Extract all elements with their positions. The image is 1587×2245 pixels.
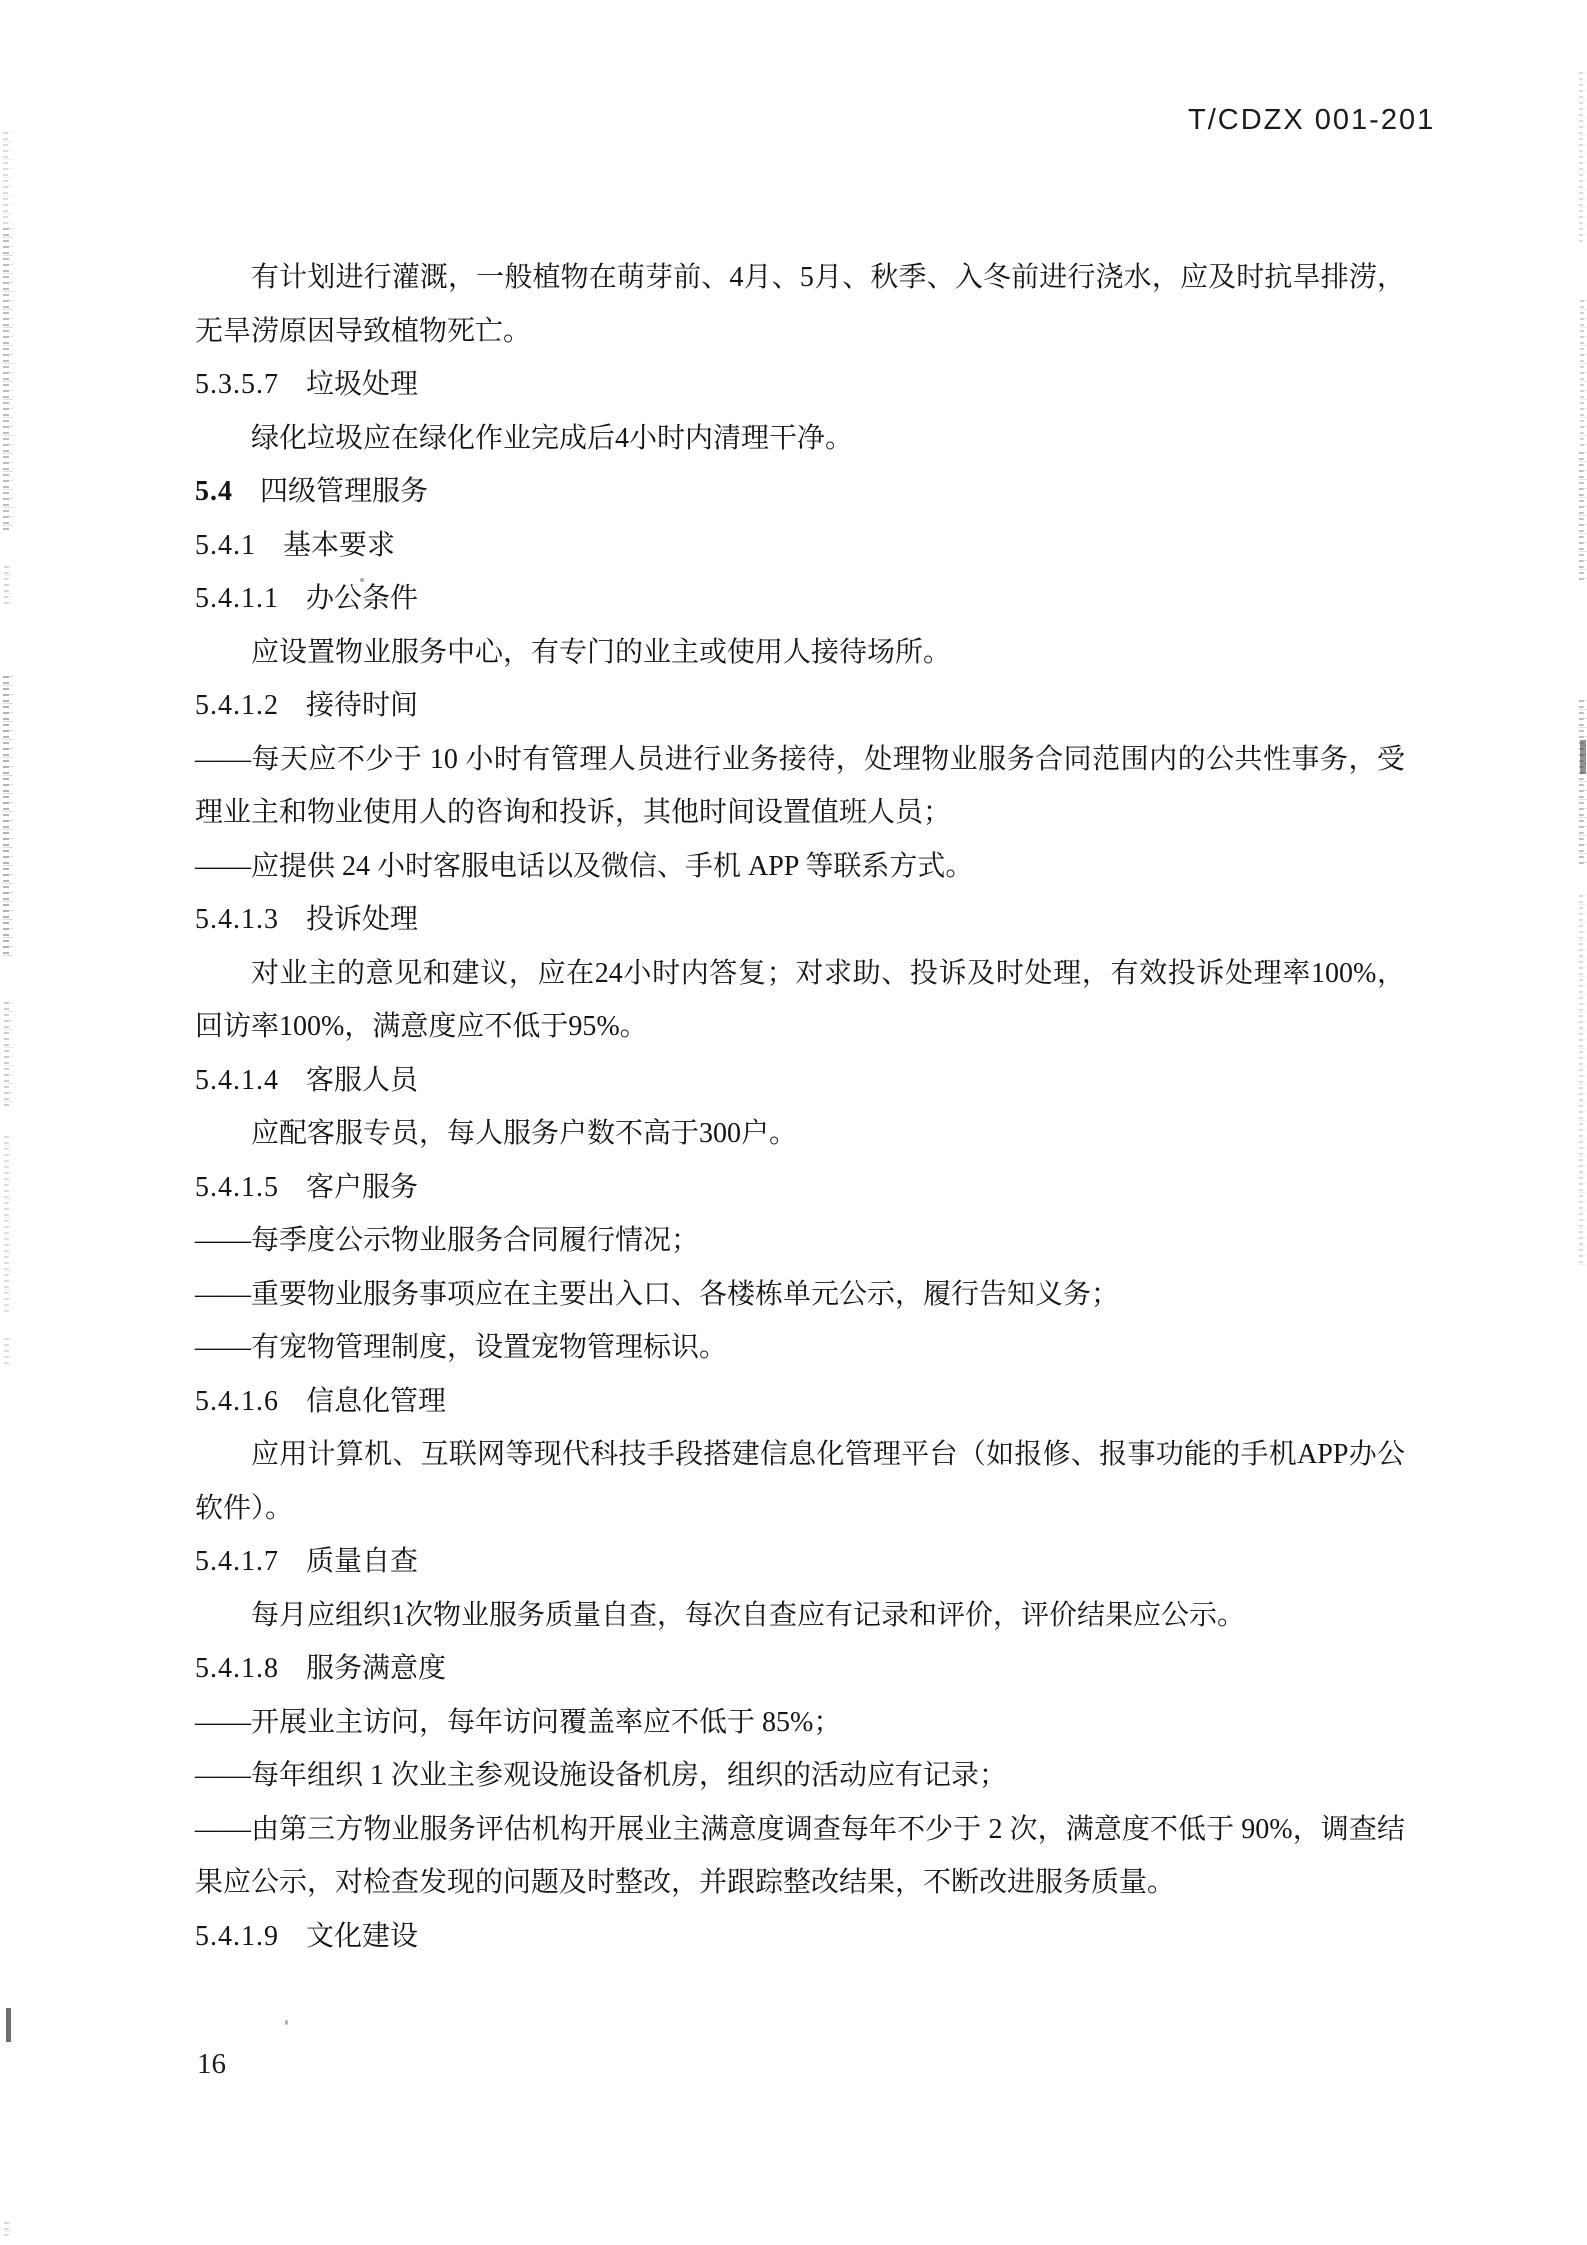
paragraph: 每月应组织1次物业服务质量自查，每次自查应有记录和评价，评价结果应公示。 xyxy=(251,1599,1246,1631)
scan-artifact xyxy=(1580,740,1586,774)
section-heading xyxy=(195,1910,1405,1964)
paragraph: ——由第三方物业服务评估机构开展业主满意度调查每年不少于 2 次，满意度不低于 90%，调查结果应公示，对检查发现的问题及时整改，并跟踪整改结果，不断改进服务质量。 xyxy=(195,1813,1405,1898)
section-heading xyxy=(195,679,1405,733)
scan-artifact xyxy=(1580,300,1587,450)
section-number: 5.4.1.7 xyxy=(195,1546,279,1577)
section-title: 客户服务 xyxy=(306,1171,419,1203)
section-number: 5.4.1.1 xyxy=(195,583,279,614)
paragraph: ——每年组织 1 次业主参观设施设备机房，组织的活动应有记录； xyxy=(195,1760,1008,1791)
section-heading xyxy=(195,1054,1405,1108)
scan-artifact xyxy=(4,1002,13,1106)
section-title: 服务满意度 xyxy=(306,1653,447,1684)
scan-artifact xyxy=(4,1338,12,1368)
paragraph: ——重要物业服务事项应在主要出入口、各楼栋单元公示，履行告知义务； xyxy=(195,1278,1120,1310)
scan-artifact xyxy=(4,1136,12,1316)
section-number: 5.3.5.7 xyxy=(195,369,279,400)
paragraph: 绿化垃圾应在绿化作业完成后4小时内清理干净。 xyxy=(251,422,854,454)
section-number: 5.4 xyxy=(195,476,233,507)
paragraph: 应设置物业服务中心，有专门的业主或使用人接待场所。 xyxy=(251,636,952,668)
section-number: 5.4.1.6 xyxy=(195,1385,279,1417)
paragraph: ——开展业主访问，每年访问覆盖率应不低于 85%； xyxy=(195,1706,842,1738)
scan-artifact xyxy=(1579,895,1586,1265)
paragraph: ——每天应不少于 10 小时有管理人员进行业务接待，处理物业服务合同范围内的公共性事务，受理业主和物业使用人的咨询和投诉，其他时间设置值班人员； xyxy=(195,743,1405,828)
paragraph: 应配客服专员，每人服务户数不高于300户。 xyxy=(251,1118,798,1149)
section-heading xyxy=(195,358,1405,412)
section-title: 信息化管理 xyxy=(306,1385,447,1417)
section-heading xyxy=(195,1161,1405,1215)
section-number: 5.4.1.9 xyxy=(195,1920,279,1952)
page-number: 16 xyxy=(197,2048,226,2080)
scan-artifact xyxy=(4,566,12,608)
paragraph: ——每季度公示物业服务合同履行情况； xyxy=(195,1225,700,1256)
scan-artifact xyxy=(6,2008,11,2042)
document-body xyxy=(195,251,1405,1963)
section-number: 5.4.1.4 xyxy=(195,1064,279,1096)
section-heading xyxy=(195,572,1405,626)
section-heading xyxy=(195,465,1405,519)
section-title: 接待时间 xyxy=(306,690,419,721)
scan-artifact xyxy=(1579,72,1586,242)
paragraph: 应用计算机、互联网等现代科技手段搭建信息化管理平台（如报修、报事功能的手机APP办公软件）。 xyxy=(195,1439,1405,1524)
scan-artifact xyxy=(4,2222,12,2240)
section-title: 垃圾处理 xyxy=(306,369,419,400)
section-heading xyxy=(195,519,1405,573)
scan-artifact xyxy=(1579,700,1587,865)
section-number: 5.4.1.3 xyxy=(195,904,279,935)
section-title: 质量自查 xyxy=(306,1546,419,1577)
section-number: 5.4.1 xyxy=(195,529,256,561)
section-heading xyxy=(195,1535,1405,1589)
paragraph: ——有宠物管理制度，设置宠物管理标识。 xyxy=(195,1332,728,1363)
section-heading xyxy=(195,1642,1405,1696)
scan-artifact xyxy=(1579,452,1587,582)
section-heading xyxy=(195,1375,1405,1429)
paragraph: ——应提供 24 小时客服电话以及微信、手机 APP 等联系方式。 xyxy=(195,850,974,882)
section-title: 基本要求 xyxy=(283,529,396,561)
scan-artifact xyxy=(3,676,13,958)
section-title: 文化建设 xyxy=(306,1920,419,1952)
document-code: T/CDZX 001-201 xyxy=(1188,104,1436,136)
section-title: 投诉处理 xyxy=(306,904,419,935)
section-number: 5.4.1.2 xyxy=(195,690,279,721)
section-title: 四级管理服务 xyxy=(260,476,429,507)
scan-artifact xyxy=(3,228,13,534)
paragraph: 对业主的意见和建议，应在24小时内答复；对求助、投诉及时处理，有效投诉处理率100%，回访率100%，满意度应不低于95%。 xyxy=(195,957,1405,1042)
section-number: 5.4.1.8 xyxy=(195,1653,279,1684)
scan-speck xyxy=(285,2020,288,2025)
section-heading xyxy=(195,893,1405,947)
section-title: 办公条件 xyxy=(306,583,419,614)
paragraph: 有计划进行灌溉，一般植物在萌芽前、4月、5月、秋季、入冬前进行浇水，应及时抗旱排涝，无旱涝原因导致植物死亡。 xyxy=(195,262,1405,347)
section-number: 5.4.1.5 xyxy=(195,1171,279,1203)
section-title: 客服人员 xyxy=(306,1064,419,1096)
scan-artifact xyxy=(3,132,12,224)
